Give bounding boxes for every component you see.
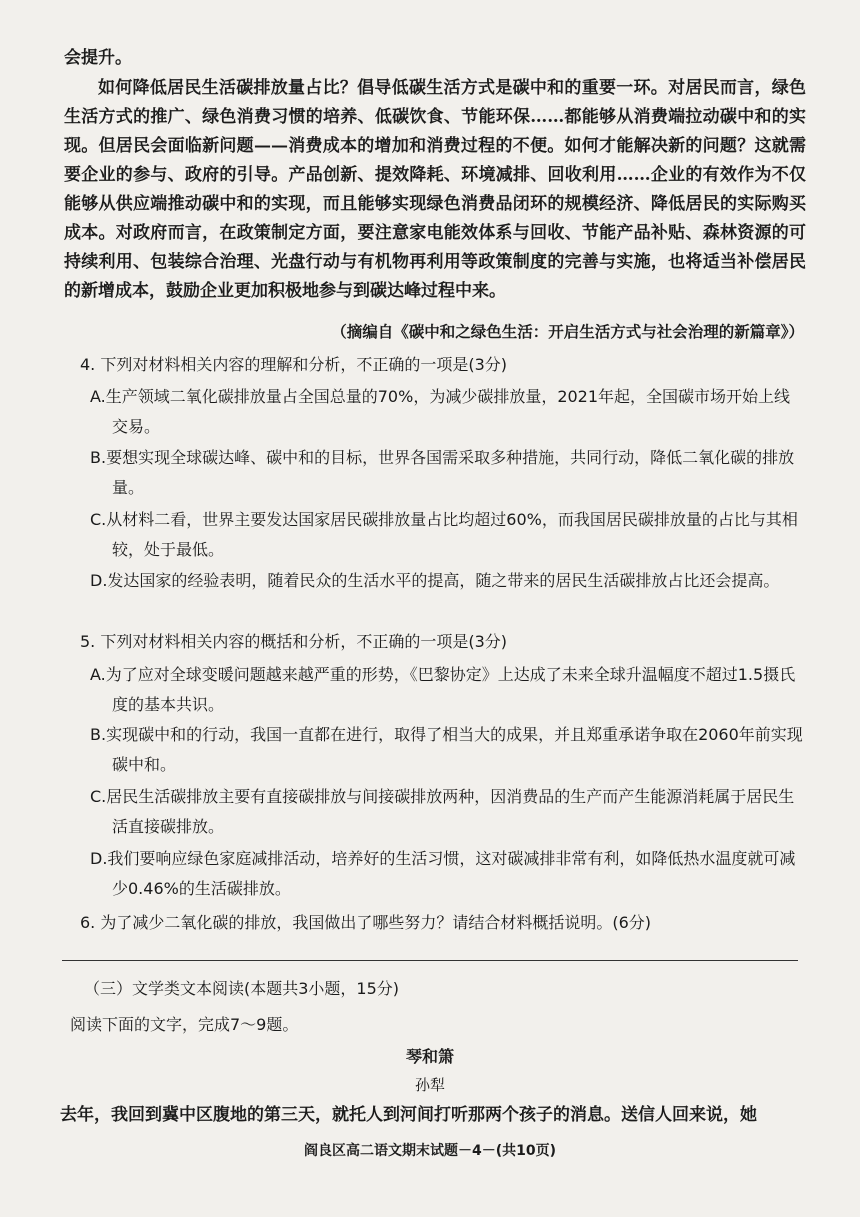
passage-source: （摘编自《碳中和之绿色生活：开启生活方式与社会治理的新篇章》）	[331, 322, 804, 341]
q5-option-d: D.我们要响应绿色家庭减排活动，培养好的生活习惯，这对碳减排非常有利，如降低热水温度就可减少0.46%的生活碳排放。	[90, 849, 796, 898]
q5-option-a: A.为了应对全球变暖问题越来越严重的形势，《巴黎协定》上达成了未来全球升温幅度不超过1.5摄氏度的基本共识。	[90, 665, 796, 714]
q5-option-c: C.居民生活碳排放主要有直接碳排放与间接碳排放两种，因消费品的生产而产生能源消耗属于居民生活直接碳排放。	[90, 787, 795, 836]
q4-option-d: D.发达国家的经验表明，随着民众的生活水平的提高，随之带来的居民生活碳排放占比还会提高。	[90, 571, 780, 590]
section-3-instruction: 阅读下面的文字，完成7～9题。	[70, 1015, 299, 1034]
story-author: 孙犁	[414, 1076, 445, 1094]
q4-option-b: B.要想实现全球碳达峰、碳中和的目标，世界各国需采取多种措施，共同行动，降低二氧化碳的排放量。	[90, 448, 795, 497]
story-title: 琴和箫	[405, 1047, 454, 1066]
question-5-stem: 5. 下列对材料相关内容的概括和分析，不正确的一项是(3分)	[80, 632, 508, 651]
question-4-stem: 4. 下列对材料相关内容的理解和分析，不正确的一项是(3分)	[80, 355, 508, 374]
page-footer: 阎良区高二语文期末试题－4－(共10页)	[303, 1143, 557, 1159]
passage-paragraph: 如何降低居民生活碳排放量占比？倡导低碳生活方式是碳中和的重要一环。对居民而言，绿色生活方式的推广、绿色消费习惯的培养、低碳饮食、节能环保……都能够从消费端拉动碳中和的实现。但居民会面临新问题——消费成本的增加和消费过程的不便。如何才能解决新的问题？这就需要企业的参与、政府的引导。产品创新、提效降耗、环境减排、回收利用……企业的有效作为不仅能够从供应端推动碳中和的实现，而且能够实现绿色消费品闭环的规模经济、降低居民的实际购买成本。对政府而言，在政策制定方面，要注意家电能效体系与回收、节能产品补贴、森林资源的可持续利用、包装综合治理、光盘行动与有机物再利用等政策制度的完善与实施，也将适当补偿居民的新增成本，鼓励企业更加积极地参与到碳达峰过程中来。	[64, 78, 806, 301]
section-divider	[62, 960, 798, 961]
story-first-line: 去年，我回到冀中区腹地的第三天，就托人到河间打听那两个孩子的消息。送信人回来说，她	[60, 1105, 757, 1125]
question-6-stem: 6. 为了减少二氧化碳的排放，我国做出了哪些努力？请结合材料概括说明。(6分)	[80, 913, 652, 932]
q5-option-b: B.实现碳中和的行动，我国一直都在进行，取得了相当大的成果，并且郑重承诺争取在2060年前实现碳中和。	[90, 725, 803, 774]
q4-option-a: A.生产领域二氧化碳排放量占全国总量的70%，为减少碳排放量，2021年起，全国碳市场开始上线交易。	[90, 387, 791, 436]
section-3-heading: （三）文学类文本阅读(本题共3小题，15分)	[84, 979, 400, 998]
q4-option-c: C.从材料二看，世界主要发达国家居民碳排放量占比均超过60%，而我国居民碳排放量的占比与其相较，处于最低。	[90, 510, 798, 559]
top-fragment: 会提升。	[64, 48, 132, 68]
